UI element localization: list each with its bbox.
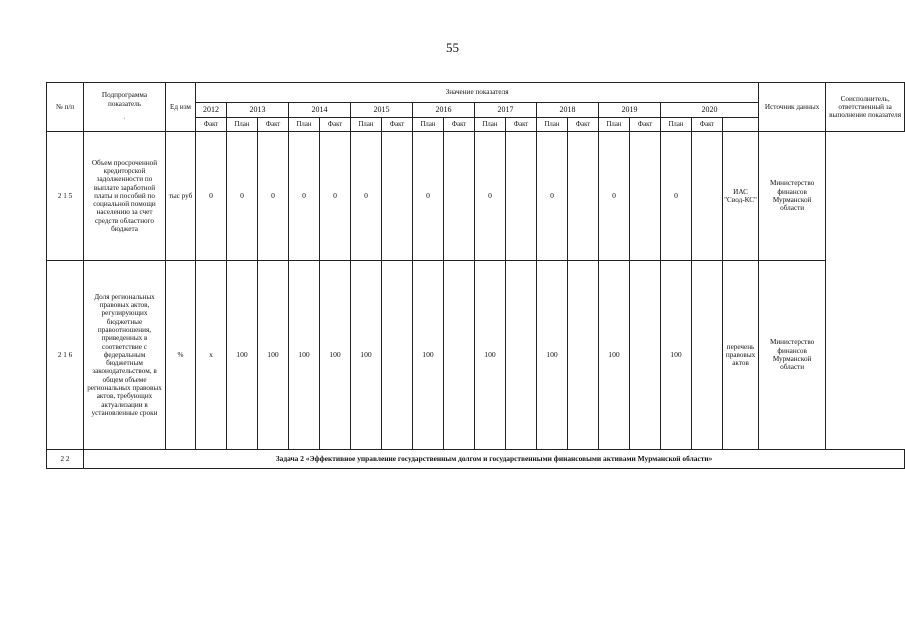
- fact-2014: Факт: [320, 118, 351, 132]
- task-title: Задача 2 «Эффективное управление государственным долгом и государственными финансовыми активами Мурманской области»: [84, 450, 905, 469]
- value-cell: [630, 261, 661, 450]
- empty-2020-extra: [723, 118, 759, 132]
- indicators-table: [46, 82, 905, 469]
- value-cell: [382, 132, 413, 261]
- header-indicator: [84, 83, 166, 132]
- value-cell: 100: [599, 261, 630, 450]
- plan-2016: План: [413, 118, 444, 132]
- value-cell: 0: [320, 132, 351, 261]
- plan-2015: План: [351, 118, 382, 132]
- value-cell: 0: [351, 132, 382, 261]
- value-cell: 0: [196, 132, 227, 261]
- year-2019: 2019: [599, 103, 661, 118]
- year-2016: 2016: [413, 103, 475, 118]
- plan-2019: План: [599, 118, 630, 132]
- row-indicator: Объем просроченной кредиторской задолженности по выплате заработной платы и пособий по социальной помощи населению за счет средств областного бюджета: [84, 132, 166, 261]
- value-cell: [568, 261, 599, 450]
- table-row: [47, 132, 905, 261]
- plan-2017: План: [475, 118, 506, 132]
- value-cell: 100: [661, 261, 692, 450]
- fact-2020: Факт: [692, 118, 723, 132]
- table-row: [47, 261, 905, 450]
- value-cell: 100: [351, 261, 382, 450]
- header-values-group: Значение показателя: [196, 83, 759, 103]
- value-cell: 0: [258, 132, 289, 261]
- header-indicator-label: Подпрограмма показатель: [101, 91, 148, 108]
- plan-2014: План: [289, 118, 320, 132]
- value-cell: [692, 261, 723, 450]
- plan-2020: План: [661, 118, 692, 132]
- value-cell: [444, 261, 475, 450]
- value-cell: 0: [289, 132, 320, 261]
- header-row-1: [47, 83, 905, 103]
- year-2015: 2015: [351, 103, 413, 118]
- plan-2013: План: [227, 118, 258, 132]
- header-indicator-mark: ·: [123, 115, 126, 122]
- value-cell: 0: [413, 132, 444, 261]
- row-responsible: Министерство финансов Мурманской области: [759, 132, 826, 261]
- fact-2016: Факт: [444, 118, 475, 132]
- row-indicator: Доля региональных правовых актов, регулирующих бюджетные правоотношения, приведенных в соответствие с федеральным бюджетным законодательством, в общем объеме региональных правовых актов, требующих актуализации в установленные сроки: [84, 261, 166, 450]
- fact-2015: Факт: [382, 118, 413, 132]
- value-cell: [692, 132, 723, 261]
- row-source: ИАС "Свод-КС": [723, 132, 759, 261]
- fact-2018: Факт: [568, 118, 599, 132]
- value-cell: [506, 261, 537, 450]
- year-2020: 2020: [661, 103, 759, 118]
- row-num: 2 1 5: [47, 132, 84, 261]
- year-2014: 2014: [289, 103, 351, 118]
- row-source: перечень правовых актов: [723, 261, 759, 450]
- fact-2017: Факт: [506, 118, 537, 132]
- value-cell: 0: [661, 132, 692, 261]
- fact-2019: Факт: [630, 118, 661, 132]
- value-cell: 100: [289, 261, 320, 450]
- value-cell: 0: [475, 132, 506, 261]
- year-2013: 2013: [227, 103, 289, 118]
- year-2018: 2018: [537, 103, 599, 118]
- header-unit: Ед изм: [166, 83, 196, 132]
- fact-2012: Факт: [196, 118, 227, 132]
- header-responsible: Соисполнитель, ответственный за выполнение показателя: [826, 83, 905, 132]
- task-num: 2 2: [47, 450, 84, 469]
- task-row: [47, 450, 905, 469]
- value-cell: [506, 132, 537, 261]
- value-cell: 0: [599, 132, 630, 261]
- row-num: 2 1 6: [47, 261, 84, 450]
- value-cell: 0: [537, 132, 568, 261]
- value-cell: 0: [227, 132, 258, 261]
- header-source: Источник данных: [759, 83, 826, 132]
- value-cell: х: [196, 261, 227, 450]
- row-unit: тыс руб: [166, 132, 196, 261]
- page-number: 55: [446, 40, 459, 55]
- value-cell: [444, 132, 475, 261]
- year-2017: 2017: [475, 103, 537, 118]
- value-cell: 100: [537, 261, 568, 450]
- plan-2018: План: [537, 118, 568, 132]
- value-cell: 100: [227, 261, 258, 450]
- value-cell: 100: [413, 261, 444, 450]
- value-cell: [382, 261, 413, 450]
- year-2012: 2012: [196, 103, 227, 118]
- value-cell: 100: [475, 261, 506, 450]
- value-cell: 100: [258, 261, 289, 450]
- row-unit: %: [166, 261, 196, 450]
- value-cell: [630, 132, 661, 261]
- header-num: № п/п: [47, 83, 84, 132]
- fact-2013: Факт: [258, 118, 289, 132]
- row-responsible: Министерство финансов Мурманской области: [759, 261, 826, 450]
- value-cell: [568, 132, 599, 261]
- value-cell: 100: [320, 261, 351, 450]
